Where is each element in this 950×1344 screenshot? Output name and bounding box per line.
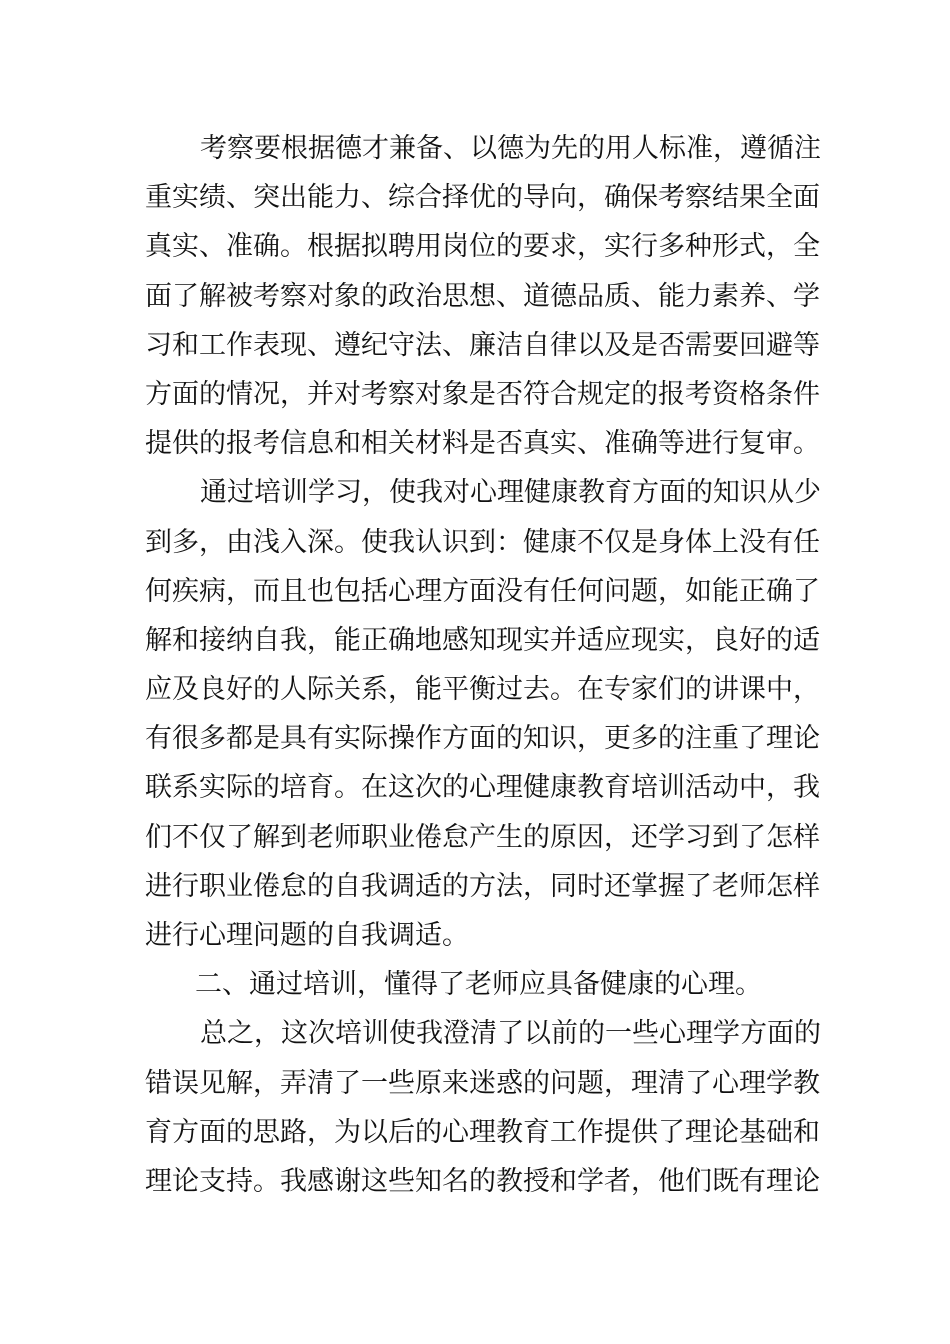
section-heading: 二、通过培训，懂得了老师应具备健康的心理。 <box>195 969 762 1001</box>
text-line: 提供的报考信息和相关材料是否真实、准确等进行复审。 <box>145 428 820 460</box>
text-line: 重实绩、突出能力、综合择优的导向，确保考察结果全面 <box>145 182 820 214</box>
text-line: 到多，由浅入深。使我认识到：健康不仅是身体上没有任 <box>145 526 820 558</box>
text-line: 联系实际的培育。在这次的心理健康教育培训活动中，我 <box>145 772 820 804</box>
text-line: 总之，这次培训使我澄清了以前的一些心理学方面的 <box>200 1018 821 1050</box>
text-line: 方面的情况，并对考察对象是否符合规定的报考资格条件 <box>145 378 820 410</box>
document-body <box>145 124 821 1206</box>
text-line: 习和工作表现、遵纪守法、廉洁自律以及是否需要回避等 <box>145 329 820 361</box>
text-line: 何疾病，而且也包括心理方面没有任何问题，如能正确了 <box>145 575 820 607</box>
text-line: 进行职业倦怠的自我调适的方法，同时还掌握了老师怎样 <box>145 870 820 902</box>
text-line: 真实、准确。根据拟聘用岗位的要求，实行多种形式，全 <box>145 231 820 263</box>
text-line: 们不仅了解到老师职业倦怠产生的原因，还学习到了怎样 <box>145 821 820 853</box>
text-line: 面了解被考察对象的政治思想、道德品质、能力素养、学 <box>145 280 820 312</box>
text-line: 考察要根据德才兼备、以德为先的用人标准，遵循注 <box>200 133 821 164</box>
text-line: 进行心理问题的自我调适。 <box>145 920 469 951</box>
text-line: 应及良好的人际关系，能平衡过去。在专家们的讲课中， <box>145 674 820 706</box>
text-line: 通过培训学习，使我对心理健康教育方面的知识从少 <box>200 477 821 509</box>
text-line: 理论支持。我感谢这些知名的教授和学者，他们既有理论 <box>145 1165 820 1197</box>
text-line: 育方面的思路，为以后的心理教育工作提供了理论基础和 <box>145 1116 820 1148</box>
text-line: 错误见解，弄清了一些原来迷惑的问题，理清了心理学教 <box>145 1067 820 1099</box>
text-line: 解和接纳自我，能正确地感知现实并适应现实，良好的适 <box>145 624 820 656</box>
text-line: 有很多都是具有实际操作方面的知识，更多的注重了理论 <box>145 723 820 755</box>
